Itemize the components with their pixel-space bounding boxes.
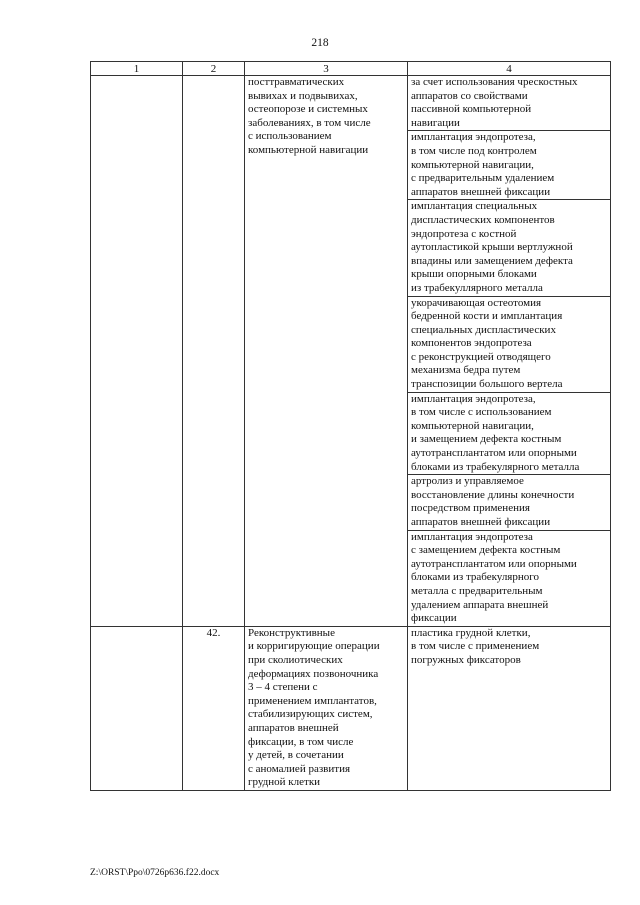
page-number: 218	[311, 37, 329, 49]
condition-description: посттравматических вывихах и подвывихах, остеопорозе и системных заболеваниях, в том числе с использованием компьютерной навигации	[245, 76, 408, 627]
column-header-3: 3	[245, 62, 408, 76]
method-cell: имплантация эндопротеза с замещением дефекта костным аутотрансплантатом или опорными блоками из трабекулярного металла с предварительным удалением аппарата внешней фиксации	[408, 530, 611, 626]
col2-cell	[183, 76, 245, 627]
header-row	[91, 62, 611, 76]
method-cell: артролиз и управляемое восстановление длины конечности посредством применения аппаратов внешней фиксации	[408, 475, 611, 530]
method-cell: имплантация эндопротеза, в том числе с использованием компьютерной навигации, и замещением дефекта костным аутотрансплантатом или опорными блоками из трабекулярного металла	[408, 392, 611, 475]
footer-file-path: Z:\ORST\Ppo\0726p636.f22.docx	[90, 868, 220, 878]
condition-description: Реконструктивные и корригирующие операции при сколиотических деформациях позвоночника 3 – 4 степени с применением имплантатов, стабилизирующих систем, аппаратов внешней фиксации, в том числе у детей, в сочетании с аномалией развития грудной клетки	[245, 626, 408, 790]
method-cell: за счет использования чрескостных аппаратов со свойствами пассивной компьютерной навигации	[408, 76, 611, 131]
table-row	[91, 76, 611, 131]
document-table	[90, 61, 611, 791]
col1-cell	[91, 76, 183, 627]
column-header-1: 1	[91, 62, 183, 76]
method-cell: имплантация специальных диспластических компонентов эндопротеза с костной аутопластикой крыши вертлужной впадины или замещением дефекта крыши опорными блоками из трабекуллярного металла	[408, 200, 611, 296]
method-cell: укорачивающая остеотомия бедренной кости и имплантация специальных диспластических компонентов эндопротеза с реконструкцией отводящего механизма бедра путем транспозиции большого вертела	[408, 296, 611, 392]
column-header-2: 2	[183, 62, 245, 76]
method-cell: пластика грудной клетки, в том числе с применением погружных фиксаторов	[408, 626, 611, 790]
table-row	[91, 626, 611, 790]
method-cell: имплантация эндопротеза, в том числе под контролем компьютерной навигации, с предварительным удалением аппаратов внешней фиксации	[408, 131, 611, 200]
column-header-4: 4	[408, 62, 611, 76]
row-number: 42.	[183, 626, 245, 790]
col1-cell	[91, 626, 183, 790]
